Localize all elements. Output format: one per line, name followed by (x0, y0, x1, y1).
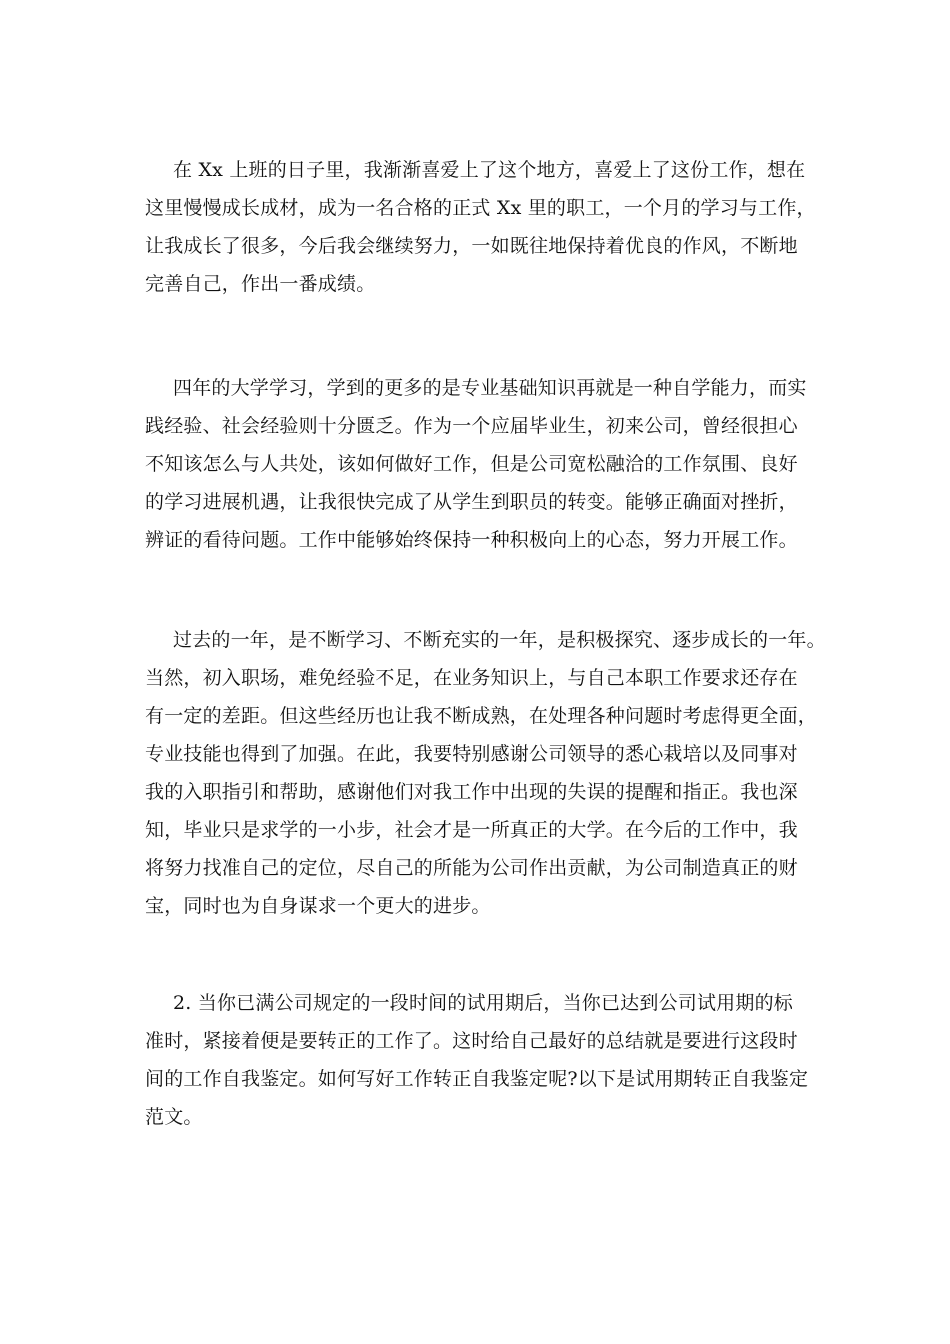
paragraph-line: 知，毕业只是求学的一小步，社会才是一所真正的大学。在今后的工作中，我 (145, 819, 798, 841)
paragraph-line: 间的工作自我鉴定。如何写好工作转正自我鉴定呢?以下是试用期转正自我鉴定 (145, 1068, 809, 1090)
paragraph-line: 让我成长了很多，今后我会继续努力，一如既往地保持着优良的作风，不断地 (145, 235, 798, 257)
paragraph-line: 四年的大学学习，学到的更多的是专业基础知识再就是一种自学能力，而实 (173, 377, 807, 399)
paragraph-line: 不知该怎么与人共处，该如何做好工作，但是公司宽松融洽的工作氛围、良好 (145, 453, 798, 475)
paragraph-line: 专业技能也得到了加强。在此，我要特别感谢公司领导的悉心栽培以及同事对 (145, 743, 798, 765)
paragraph-line: 我的入职指引和帮助，感谢他们对我工作中出现的失误的提醒和指正。我也深 (145, 781, 798, 803)
paragraph-line: 范文。 (145, 1106, 203, 1128)
paragraph-4 (145, 984, 825, 1136)
paragraph-line: 完善自己，作出一番成绩。 (145, 273, 376, 295)
paragraph-line: 有一定的差距。但这些经历也让我不断成熟，在处理各种问题时考虑得更全面， (145, 705, 818, 727)
paragraph-3 (145, 621, 825, 925)
paragraph-line: 的学习进展机遇，让我很快完成了从学生到职员的转变。能够正确面对挫折， (145, 491, 798, 513)
paragraph-line: 当然，初入职场，难免经验不足，在业务知识上，与自己本职工作要求还存在 (145, 667, 798, 689)
paragraph-line: 这里慢慢成长成材，成为一名合格的正式 Xx 里的职工，一个月的学习与工作， (145, 197, 816, 219)
paragraph-line: 在 Xx 上班的日子里，我渐渐喜爱上了这个地方，喜爱上了这份工作，想在 (173, 159, 806, 181)
paragraph-line: 准时，紧接着便是要转正的工作了。这时给自己最好的总结就是要进行这段时 (145, 1030, 798, 1052)
paragraph-line: 2. 当你已满公司规定的一段时间的试用期后，当你已达到公司试用期的标 (173, 992, 793, 1014)
paragraph-line: 将努力找准自己的定位，尽自己的所能为公司作出贡献，为公司制造真正的财 (145, 857, 798, 879)
paragraph-line: 过去的一年，是不断学习、不断充实的一年，是积极探究、逐步成长的一年。 (173, 629, 826, 651)
paragraph-line: 辨证的看待问题。工作中能够始终保持一种积极向上的心态，努力开展工作。 (145, 529, 798, 551)
paragraph-1 (145, 151, 825, 303)
paragraph-line: 宝，同时也为自身谋求一个更大的进步。 (145, 895, 491, 917)
paragraph-2 (145, 369, 825, 559)
paragraph-line: 践经验、社会经验则十分匮乏。作为一个应届毕业生，初来公司，曾经很担心 (145, 415, 798, 437)
